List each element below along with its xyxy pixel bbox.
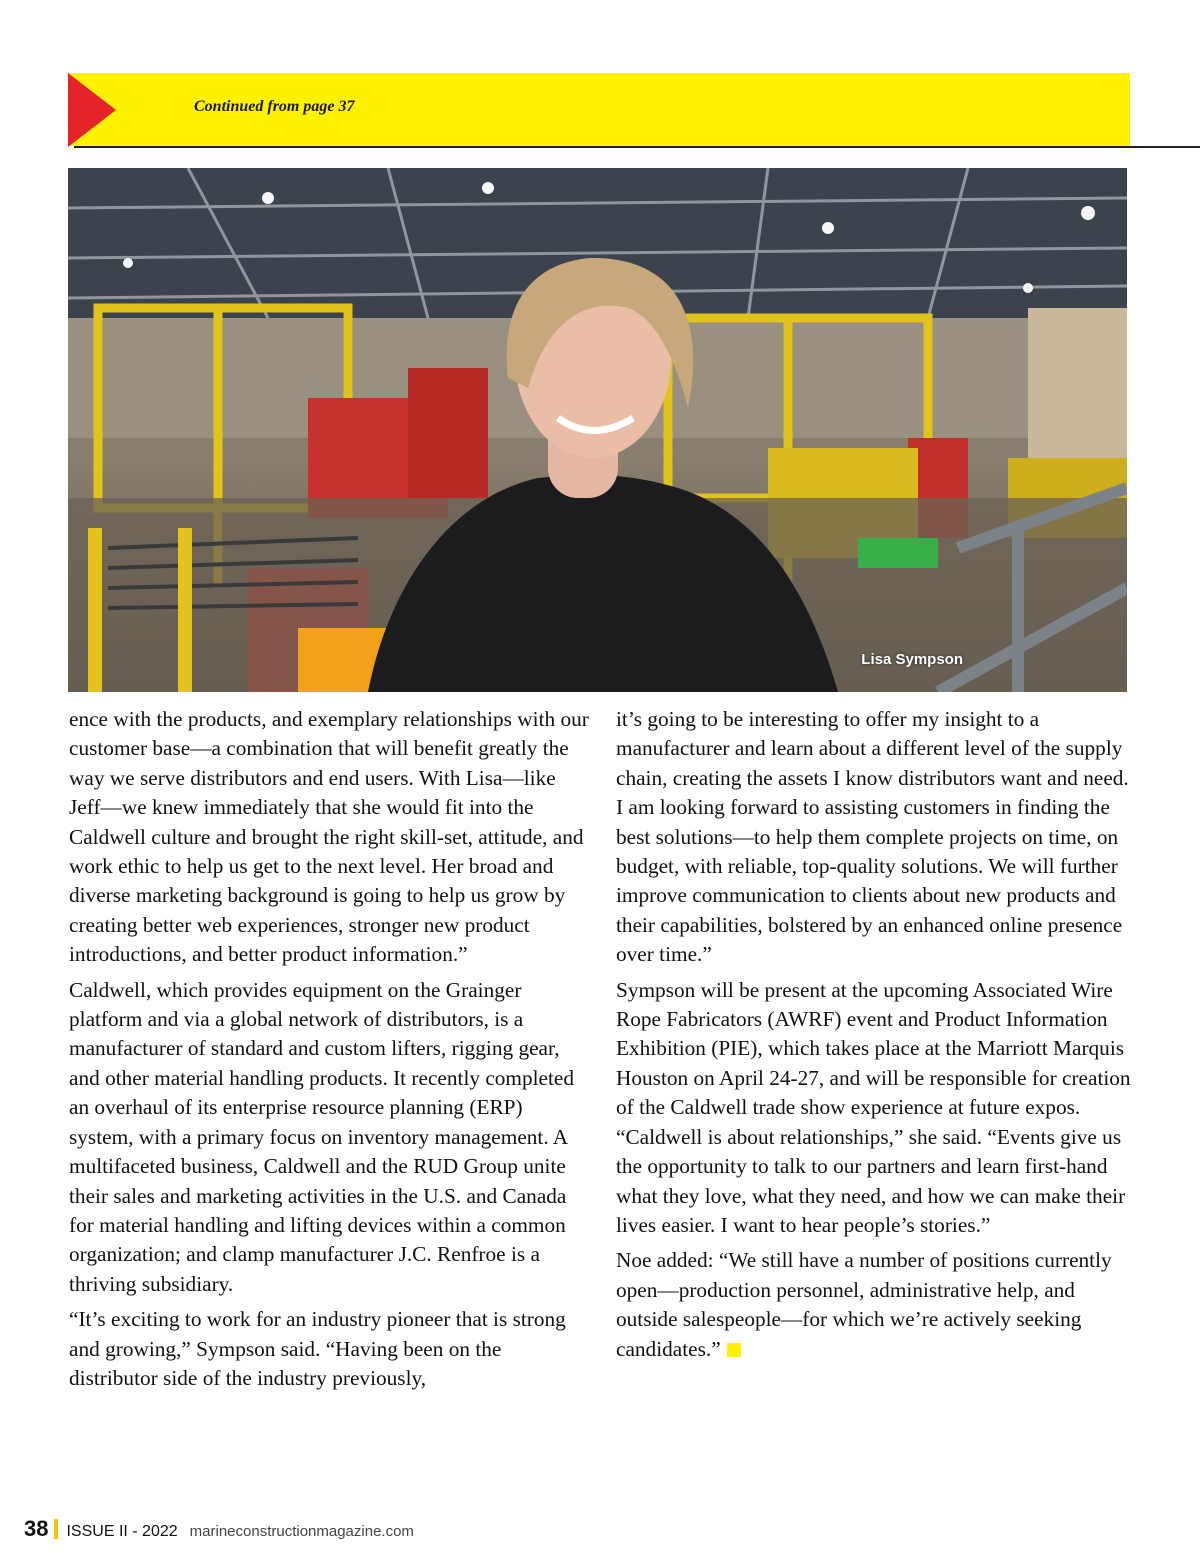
issue-label: ISSUE II - 2022 xyxy=(66,1523,178,1540)
paragraph: ence with the products, and exemplary relationships with our customer base—a combination that will benefit greatly the way we serve distributors and end users. With Lisa—like Jeff—we knew immediately that she would fit into the Caldwell culture and brought the right skill-set, attitude, and work ethic to help us get to the next level. Her broad and diverse marketing background is going to help us grow by creating better web experiences, stronger new product introductions, and better product information.” xyxy=(69,707,589,967)
page-footer xyxy=(24,1516,414,1546)
article-column-right xyxy=(616,705,1136,1370)
paragraph: “It’s exciting to work for an industry pioneer that is strong and growing,” Sympson said. “Having been on the distributor side of the industry previously, xyxy=(69,1307,566,1390)
final-paragraph xyxy=(616,1246,1136,1364)
factory-scene-illustration xyxy=(68,168,1127,692)
article-column-left xyxy=(69,705,589,1399)
end-of-article-icon xyxy=(727,1343,741,1357)
continued-label: Continued from page 37 xyxy=(194,98,355,115)
banner-rule xyxy=(74,146,1200,148)
photo-caption: Lisa Sympson xyxy=(861,651,963,668)
page-number: 38 xyxy=(24,1516,49,1541)
paragraph-text: Noe added: “We still have a number of positions currently open—production personnel, administrative help, and outside salespeople—for which we’re actively seeking candidates.” xyxy=(616,1248,1112,1361)
article-photo xyxy=(68,168,1127,692)
paragraph: it’s going to be interesting to offer my insight to a manufacturer and learn about a different level of the supply chain, creating the assets I know distributors want and need. I am looking forward to assisting customers in finding the best solutions—to help them complete projects on time, on budget, with reliable, top-quality solutions. We will further improve communication to clients about new products and their capabilities, bolstered by an enhanced online presence over time.” xyxy=(616,707,1129,967)
paragraph: Caldwell, which provides equipment on the Grainger platform and via a global network of distributors, is a manufacturer of standard and custom lifters, rigging gear, and other material handling products. It recently completed an overhaul of its enterprise resource planning (ERP) system, with a primary focus on inventory management. A multifaceted business, Caldwell and the RUD Group unite their sales and marketing activities in the U.S. and Canada for material handling and lifting devices within a common organization; and clamp manufacturer J.C. Renfroe is a thriving subsidiary. xyxy=(69,977,575,1296)
red-arrow-icon xyxy=(68,73,116,147)
paragraph: Sympson will be present at the upcoming Associated Wire Rope Fabricators (AWRF) event and Product Information Exhibition (PIE), which takes place at the Marriott Marquis Houston on April 24-27, and will be responsible for creation of the Caldwell trade show experience at future expos. “Caldwell is about relationships,” she said. “Events give us the opportunity to talk to our partners and learn first-hand what they love, what they need, and how we can make their lives easier. I want to hear people’s stories.” xyxy=(616,977,1131,1237)
website-url: marineconstructionmagazine.com xyxy=(189,1523,414,1540)
footer-divider xyxy=(54,1519,58,1539)
